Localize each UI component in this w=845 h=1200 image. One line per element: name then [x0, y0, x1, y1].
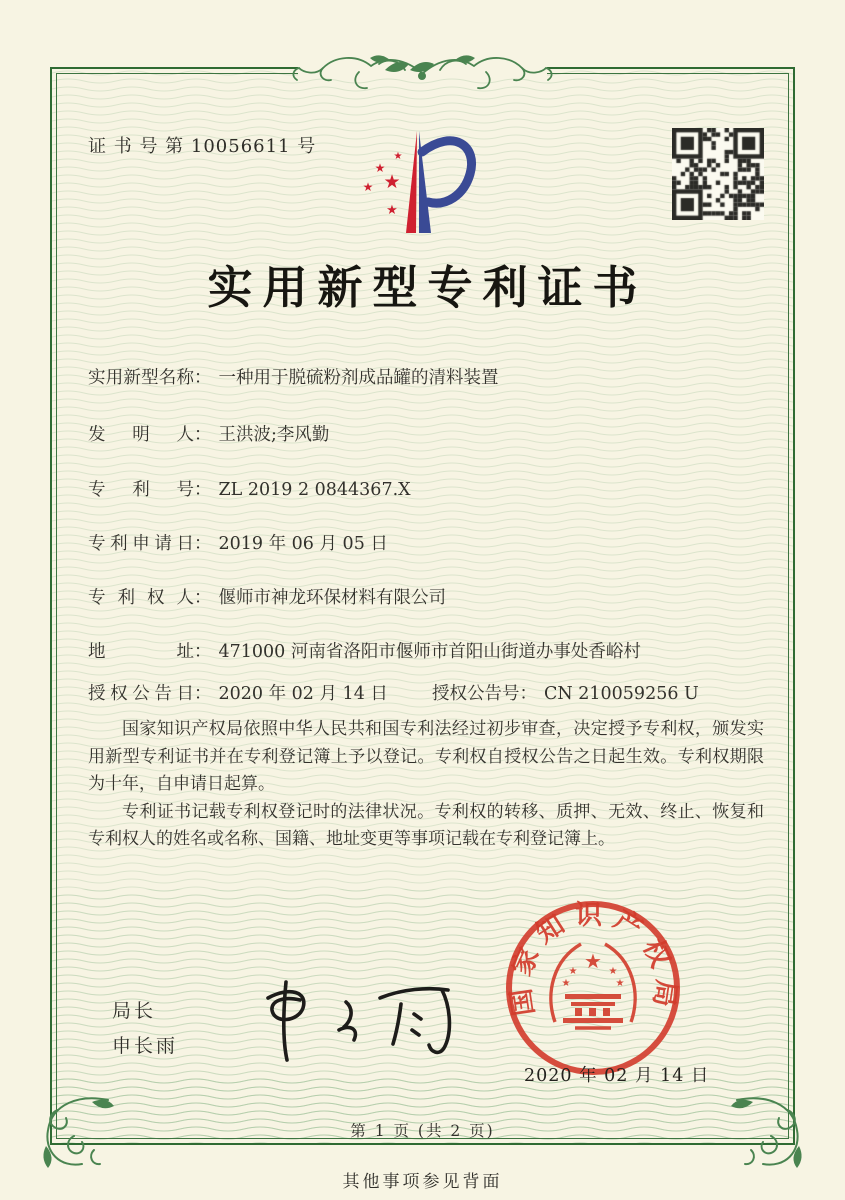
svg-text:★: ★: [393, 151, 403, 162]
field-label: 地址: [88, 642, 194, 662]
legal-text: [88, 716, 764, 854]
field-name: 实用新型名称： 一种用于脱硫粉剂成品罐的清料装置: [88, 368, 499, 388]
logo-spike-red: [406, 131, 417, 233]
field-patentee: 专利权人： 偃师市神龙环保材料有限公司: [88, 588, 446, 608]
svg-text:★: ★: [568, 966, 578, 977]
border-ornament-top: [290, 46, 555, 108]
grant-row: 授权公告日： 2020 年 02 月 14 日 授权公告号： CN 210059256 U: [88, 684, 699, 704]
svg-text:★: ★: [608, 966, 618, 977]
qr-code: [672, 128, 764, 220]
field-address: 地址： 471000 河南省洛阳市偃师市首阳山街道办事处香峪村: [88, 642, 641, 662]
field-value: 偃师市神龙环保材料有限公司: [218, 588, 446, 608]
field-filing-date: 专利申请日： 2019 年 06 月 05 日: [88, 534, 388, 554]
field-inventor: 发明人： 王洪波;李风勤: [88, 425, 330, 445]
legal-paragraph-2: 专利证书记载专利权登记时的法律状况。专利权的转移、质押、无效、终止、恢复和专利权人的姓名或名称、国籍、地址变更等事项记载在专利登记簿上。: [88, 801, 764, 849]
grant-no-label: 授权公告号: [432, 684, 520, 704]
grant-no-value: CN 210059256 U: [544, 684, 699, 704]
svg-text:★: ★: [561, 978, 571, 989]
field-value: 2019 年 06 月 05 日: [218, 534, 388, 554]
back-side-note: 其他事项参见背面: [342, 1172, 503, 1192]
certificate-title: 实用新型专利证书: [207, 261, 648, 314]
field-label: 专利申请日: [88, 534, 194, 554]
field-patent-no: 专利号： ZL 2019 2 0844367.X: [88, 480, 411, 500]
field-label: 实用新型名称: [88, 368, 194, 388]
svg-text:★: ★: [362, 180, 374, 194]
field-label: 专利号: [88, 480, 194, 500]
cnipa-logo: [340, 126, 530, 238]
field-value: 王洪波;李风勤: [218, 425, 330, 445]
grant-number: 授权公告号： CN 210059256 U: [432, 684, 699, 704]
grant-date-value: 2020 年 02 月 14 日: [218, 684, 388, 704]
svg-text:★: ★: [386, 203, 398, 218]
field-value: ZL 2019 2 0844367.X: [218, 480, 411, 500]
seal-arc-text: 国家知识产权局: [504, 900, 682, 1018]
certificate-number: 证 书 号 第 10056611 号: [88, 136, 317, 157]
field-value: 一种用于脱硫粉剂成品罐的清料装置: [218, 368, 499, 388]
logo-stars: [363, 151, 403, 218]
director-signature: [228, 962, 478, 1067]
director-title: 局长: [112, 1000, 157, 1022]
cnipa-seal: [503, 898, 683, 1078]
corner-flourish-bottom-right: [727, 1088, 811, 1178]
legal-paragraph-1: 国家知识产权局依照中华人民共和国专利法经过初步审查，决定授予专利权，颁发实用新型专利证书并在专利登记簿上予以登记。专利权自授权公告之日起生效。专利权期限为十年，自申请日起算。: [88, 719, 764, 794]
seal-national-emblem: [551, 944, 635, 1028]
field-label: 专利权人: [88, 588, 194, 608]
page-number: 第 1 页 (共 2 页): [350, 1122, 495, 1140]
svg-text:★: ★: [374, 161, 386, 175]
svg-text:★: ★: [383, 171, 401, 193]
svg-text:★: ★: [615, 978, 625, 989]
svg-text:★: ★: [584, 949, 602, 973]
field-label: 发明人: [88, 425, 194, 445]
seal-date: 2020 年 02 月 14 日: [524, 1066, 710, 1086]
director-name: 申长雨: [112, 1035, 179, 1057]
field-value: 471000 河南省洛阳市偃师市首阳山街道办事处香峪村: [218, 642, 641, 662]
corner-flourish-bottom-left: [34, 1088, 118, 1178]
grant-date-label: 授权公告日: [88, 684, 194, 704]
logo-p-bowl: [422, 141, 472, 203]
